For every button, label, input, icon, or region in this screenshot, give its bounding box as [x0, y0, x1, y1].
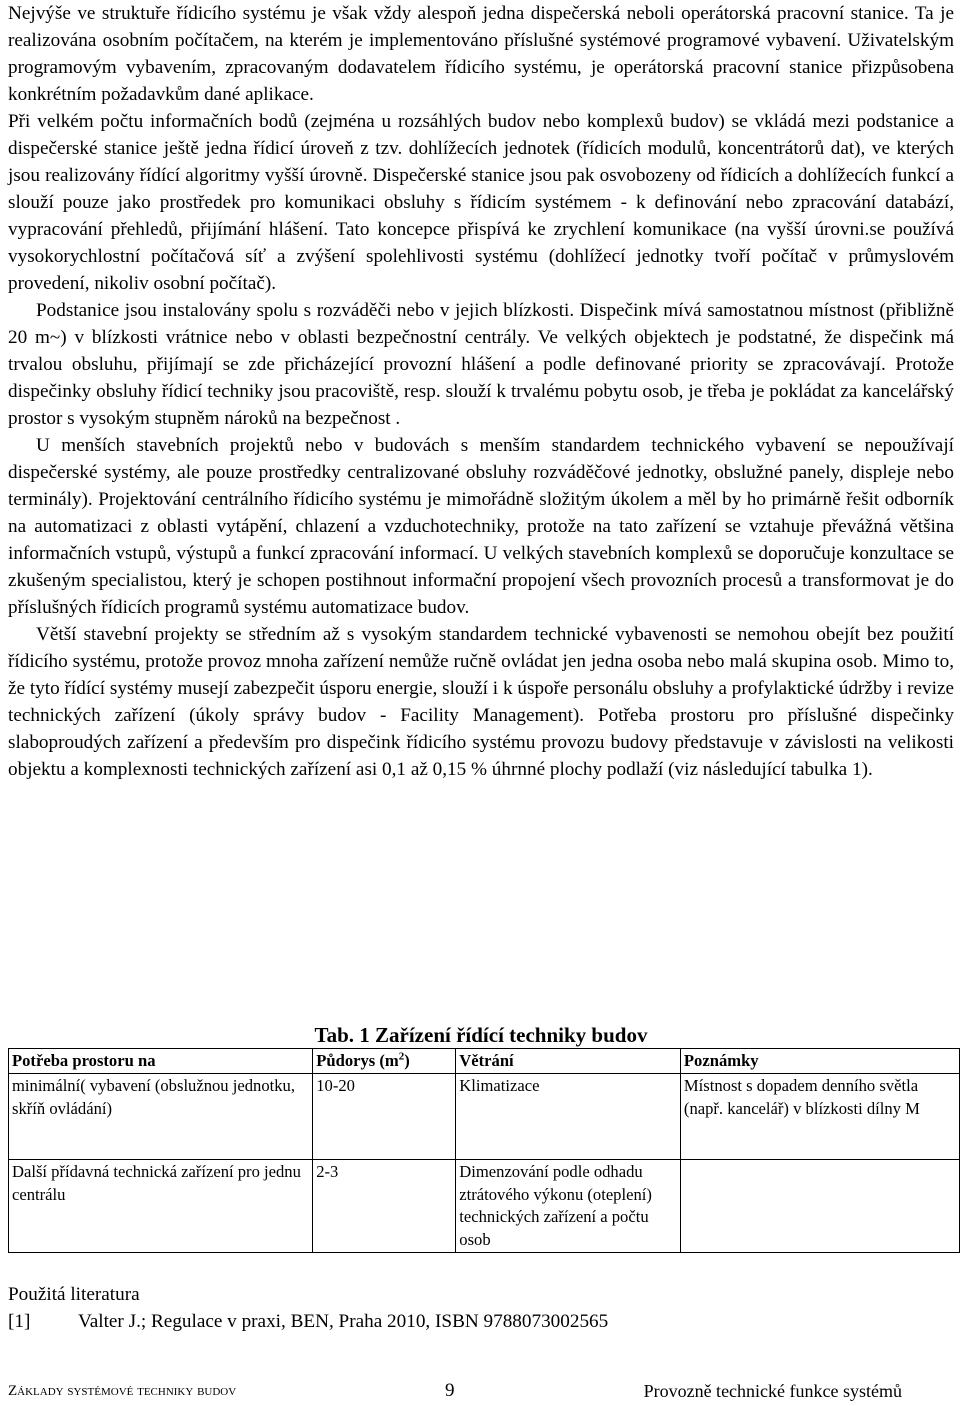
table-cell	[680, 1159, 959, 1252]
table-header-cell: Potřeba prostoru na	[9, 1049, 313, 1074]
reference-number: [1]	[8, 1311, 31, 1332]
space-requirements-table	[8, 1048, 960, 1253]
paragraph: Nejvýše ve struktuře řídicího systému je však vždy alespoň jedna dispečerská neboli operátorská pracovní stanice. Ta je realizována osobním počítačem, na kterém je implementováno příslušné systémové programové vybavení. Uživatelským programovým vybavením, zpracovaným dodavatelem řídicího systému, je operátorská pracovní stanice přizpůsobena konkrétním požadavkům dané aplikace.	[8, 3, 954, 105]
table-cell: Klimatizace	[456, 1073, 681, 1159]
table-cell: Další přídavná technická zařízení pro jednu centrálu	[9, 1159, 313, 1252]
reference-item	[8, 1308, 608, 1335]
header-text: Půdorys (m	[316, 1051, 399, 1070]
references	[8, 1281, 608, 1335]
table-header-cell: Poznámky	[680, 1049, 959, 1074]
table-header-cell: Větrání	[456, 1049, 681, 1074]
paragraph: Větší stavební projekty se středním až s vysokým standardem technické vybavenosti se nemohou obejít bez použití řídicího systému, protože provoz mnoha zařízení nemůže ručně ovládat jen jedna osoba nebo malá skupina osob. Mimo to, že tyto řídící systémy musejí zabezpečit úsporu energie, slouží i k úspoře personálu obsluhy a profylaktické údržby i revize technických zařízení (úkoly správy budov - Facility Management). Potřeba prostoru pro příslušné dispečinky slaboproudých zařízení a především pro dispečink řídicího systému provozu budovy představuje v závislosti na velikosti objektu a komplexnosti technických zařízení asi 0,1 až 0,15 % úhrnné plochy podlaží (viz následující tabulka 1).	[8, 624, 954, 780]
paragraph: Při velkém počtu informačních bodů (zejména u rozsáhlých budov nebo komplexů budov) se vkládá mezi podstanice a dispečerské stanice ještě jedna řídicí úroveň z tzv. dohlížecích jednotek (řídicích modulů, koncentrátorů dat), ve kterých jsou realizovány řídící algoritmy vyšší úrovně. Dispečerské stanice jsou pak osvobozeny od řídicích a dohlížecích funkcí a slouží pouze jako prostředek pro komunikaci obsluhy s řídicím systémem - k definování nebo zpracování databází, vypracování přehledů, přijímání hlášení. Tato koncepce přispívá ke zrychlení komunikace (na vyšší úrovni.se používá vysokorychlostní počítačová síť a zvýšení spolehlivosti systému (dohlížecí jednotky tvoří počítač v průmyslovém provedení, nikoliv osobní počítač).	[8, 111, 954, 294]
body-text	[8, 0, 954, 783]
header-superscript: 2	[398, 1050, 405, 1063]
table-title: Tab. 1 Zařízení řídící techniky budov	[314, 1023, 648, 1047]
reference-text: Valter J.; Regulace v praxi, BEN, Praha 2010, ISBN 9788073002565	[78, 1311, 609, 1332]
page-number: 9	[445, 1380, 455, 1401]
paragraph: Podstanice jsou instalovány spolu s rozváděči nebo v jejich blízkosti. Dispečink mívá samostatnou místnost (přibližně 20 m~) v blízkosti vrátnice nebo v oblasti bezpečnostní centrály. Ve velkých objektech je podstatné, že dispečink má trvalou obsluhu, přijímají se zde přicházející provozní hlášení a podle definované priority se zpracovávají. Protože dispečinky obsluhy řídicí techniky jsou pracoviště, resp. slouží k trvalému pobytu osob, je třeba je pokládat za kancelářský prostor s vysokým stupněm nároků na bezpečnost .	[8, 300, 954, 429]
table-cell: Místnost s dopadem denního světla (např. kancelář) v blízkosti dílny M	[680, 1073, 959, 1159]
table-row	[9, 1159, 960, 1252]
table-cell: Dimenzování podle odhadu ztrátového výkonu (oteplení) technických zařízení a počtu osob	[456, 1159, 681, 1252]
footer-left: Základy systémové techniky budov	[8, 1383, 237, 1399]
references-heading: Použitá literatura	[8, 1284, 140, 1305]
header-text: )	[404, 1051, 410, 1070]
table-cell: minimální( vybavení (obslužnou jednotku, skříň ovládání)	[9, 1073, 313, 1159]
paragraph: U menších stavebních projektů nebo v budovách s menším standardem technického vybavení se nepoužívají dispečerské systémy, ale pouze prostředky centralizované obsluhy rozváděčové jednotky, obslužné panely, displeje nebo terminály). Projektování centrálního řídicího systému je mimořádně složitým úkolem a měl by ho primárně řešit odborník na automatizaci z oblasti vytápění, chlazení a vzduchotechniky, protože na tato zařízení se vztahuje převážná většina informačních vstupů, výstupů a funkcí zpracování informací. U velkých stavebních komplexů se doporučuje konzultace se zkušeným specialistou, který je schopen postihnout informační propojení všech provozních procesů a transformovat je do příslušných řídicích programů systému automatizace budov.	[8, 435, 954, 618]
table-row	[9, 1073, 960, 1159]
document-page	[8, 0, 954, 1401]
table-header-row	[9, 1049, 960, 1074]
table-header-cell	[313, 1049, 456, 1074]
footer-right: Provozně technické funkce systémů	[643, 1381, 902, 1401]
table-cell: 2-3	[313, 1159, 456, 1252]
table-cell: 10-20	[313, 1073, 456, 1159]
